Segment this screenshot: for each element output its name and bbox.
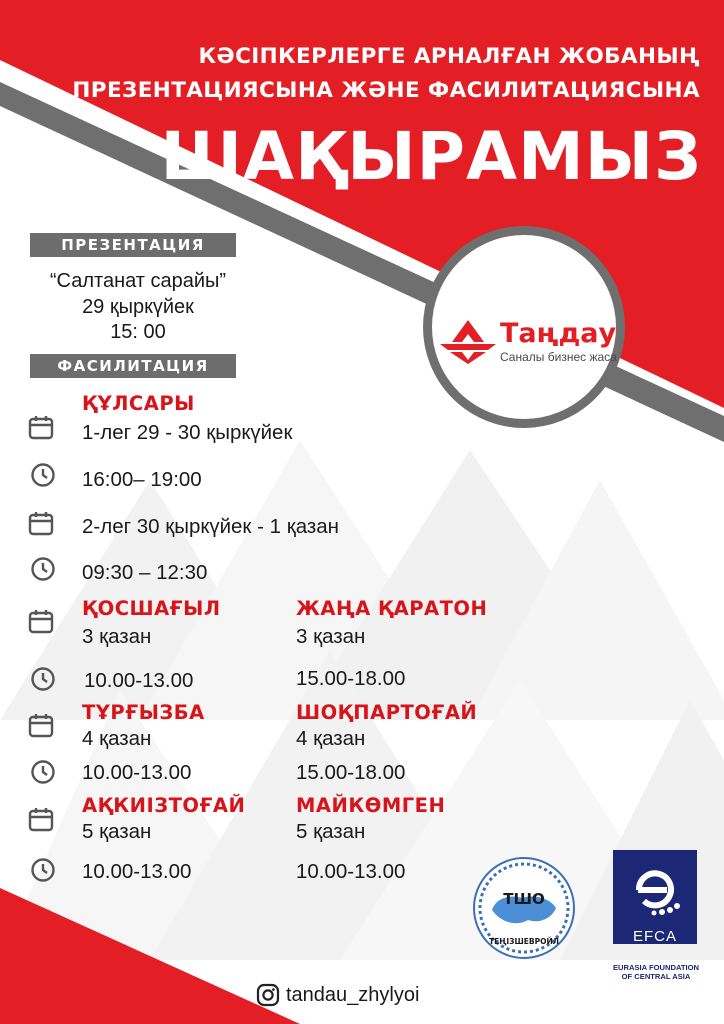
tengizchevroil-logo: [462, 854, 586, 966]
brand-name: Таңдау: [500, 318, 617, 349]
efca-full-line2: OF CENTRAL ASIA: [621, 972, 691, 981]
tandau-logo-icon: [440, 320, 496, 364]
tco-letters: ТШО: [503, 890, 545, 908]
tco-name: ТЕҢІЗШЕВРОЙЛ: [488, 937, 560, 946]
efca-full-line1: EURASIA FOUNDATION: [612, 963, 700, 972]
calendar-icon: [28, 806, 54, 832]
header-line-2: ПРЕЗЕНТАЦИЯСЫНА ЖӘНЕ ФАСИЛИТАЦИЯСЫНА: [72, 78, 700, 103]
efca-full-name: [611, 963, 701, 981]
maikomgen-time: 10.00-13.00: [296, 860, 406, 883]
clock-icon: [30, 666, 56, 692]
calendar-icon: [28, 414, 54, 440]
facilitation-tag: ФАСИЛИТАЦИЯ: [30, 354, 236, 378]
kulsary-leg2: 2-лег 30 қыркүйек - 1 қазан: [82, 515, 339, 538]
brand-tagline: Саналы бизнес жаса: [500, 350, 617, 364]
location-qosshagyl: ҚОСШАҒЫЛ: [82, 597, 221, 620]
turgyzba-date: 4 қазан: [82, 727, 152, 750]
social-handle[interactable]: tandau_zhylyoi: [286, 984, 420, 1006]
calendar-icon: [28, 510, 54, 536]
location-aqkiiztogai: АҚКИІЗТОҒАЙ: [82, 794, 246, 817]
kulsary-time2: 09:30 – 12:30: [82, 561, 208, 584]
zhana-qaraton-date: 3 қазан: [296, 625, 366, 648]
qosshagyl-time: 10.00-13.00: [84, 669, 194, 692]
presentation-venue: “Салтанат сарайы”: [49, 270, 227, 292]
presentation-tag: ПРЕЗЕНТАЦИЯ: [30, 233, 236, 257]
instagram-icon: [256, 983, 280, 1007]
aqkiiztogai-date: 5 қазан: [82, 820, 152, 843]
calendar-icon: [28, 608, 54, 634]
location-kulsary: ҚҰЛСАРЫ: [82, 392, 195, 415]
location-shoqpartogai: ШОҚПАРТОҒАЙ: [296, 701, 478, 724]
qosshagyl-date: 3 қазан: [82, 625, 152, 648]
location-zhana-qaraton: ЖАҢА ҚАРАТОН: [296, 597, 488, 620]
efca-emblem: [625, 856, 685, 926]
kulsary-leg1: 1-лег 29 - 30 қыркүйек: [82, 421, 293, 444]
location-turgyzba: ТҰРҒЫЗБА: [82, 701, 205, 724]
header-title: ШАҚЫРАМЫЗ: [160, 118, 702, 195]
clock-icon: [30, 759, 56, 785]
efca-abbr: EFCA: [632, 928, 677, 945]
turgyzba-time: 10.00-13.00: [82, 761, 192, 784]
aqkiiztogai-time: 10.00-13.00: [82, 860, 192, 883]
calendar-icon: [28, 712, 54, 738]
maikomgen-date: 5 қазан: [296, 820, 366, 843]
presentation-time: 15: 00: [110, 321, 166, 343]
presentation-date: 29 қыркүйек: [82, 296, 194, 318]
clock-icon: [30, 857, 56, 883]
header-line-1: КӘСІПКЕРЛЕРГЕ АРНАЛҒАН ЖОБАНЫҢ: [198, 44, 700, 69]
shoqpartogai-time: 15.00-18.00: [296, 761, 406, 784]
clock-icon: [30, 462, 56, 488]
clock-icon: [30, 556, 56, 582]
zhana-qaraton-time: 15.00-18.00: [296, 667, 406, 690]
location-maikomgen: МАЙКӨМГЕН: [296, 794, 446, 817]
shoqpartogai-date: 4 қазан: [296, 727, 366, 750]
kulsary-time1: 16:00– 19:00: [82, 468, 202, 491]
